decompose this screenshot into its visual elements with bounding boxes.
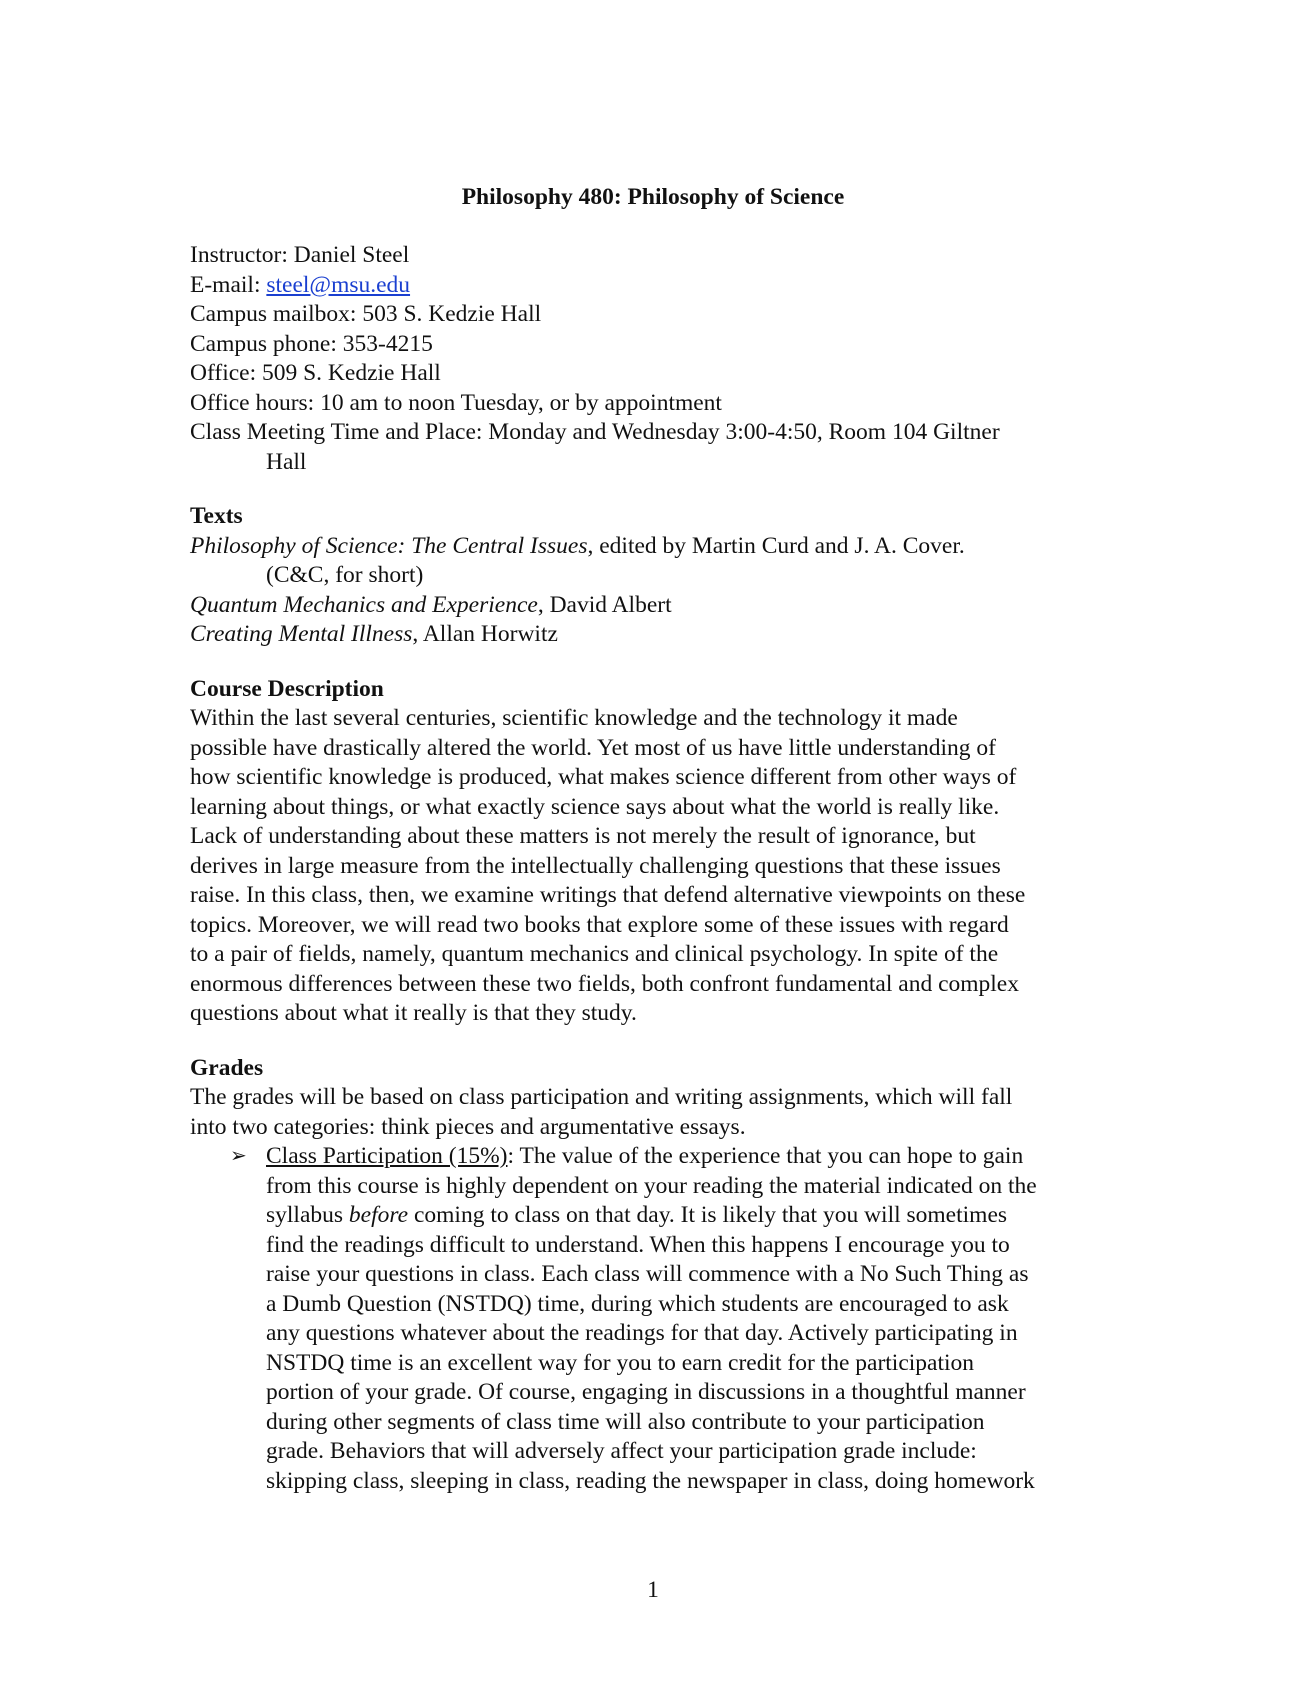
participation-line (190, 1201, 1120, 1231)
office-line: Office: 509 S. Kedzie Hall (190, 360, 441, 386)
emphasis-before: before (348, 1202, 409, 1228)
book-details-1: , edited by Martin Curd and J. A. Cover. (587, 532, 965, 559)
office-hours-line: Office hours: 10 am to noon Tuesday, or by appointment (190, 389, 722, 416)
participation-bullet-item (190, 1142, 1120, 1496)
document-body (190, 241, 1120, 1496)
book-entry-1 (190, 532, 1120, 562)
participation-line: a Dumb Question (NSTDQ) time, during which students are encouraged to ask (266, 1290, 1009, 1317)
participation-line (190, 1142, 1120, 1172)
book-details-3: , Allan Horwitz (412, 621, 558, 647)
meeting-line: Class Meeting Time and Place: Monday and Wednesday 3:00-4:50, Room 104 Giltner (190, 419, 1000, 445)
participation-line: raise your questions in class. Each class will commence with a No Such Thing as (266, 1261, 1029, 1287)
texts-heading: Texts (190, 503, 243, 529)
participation-text: syllabus (266, 1202, 349, 1228)
participation-line: portion of your grade. Of course, engaging in discussions in a thoughtful manner (266, 1379, 1026, 1405)
instructor-line: Instructor: Daniel Steel (190, 242, 410, 268)
participation-label: Class Participation (15%) (266, 1143, 508, 1169)
book-title-3: Creating Mental Illness (190, 621, 413, 647)
participation-line: find the readings difficult to understand. When this happens I encourage you to (266, 1231, 1010, 1258)
description-line: questions about what it really is that they study. (190, 1000, 637, 1026)
email-line (190, 271, 1120, 301)
description-line: derives in large measure from the intellectually challenging questions that these issues (190, 852, 1001, 879)
participation-text: : The value of the experience that you can hope to gain (507, 1143, 1024, 1169)
description-line: Lack of understanding about these matters is not merely the result of ignorance, but (190, 823, 976, 849)
book-entry-3 (190, 620, 1120, 650)
book-entry-1-continued: (C&C, for short) (266, 562, 424, 588)
grades-intro-line: into two categories: think pieces and argumentative essays. (190, 1113, 746, 1140)
book-title-1: Philosophy of Science: The Central Issues (190, 532, 588, 559)
description-line: raise. In this class, then, we examine writings that defend alternative viewpoints on these (190, 882, 1026, 908)
description-line: enormous differences between these two fields, both confront fundamental and complex (190, 970, 1019, 997)
participation-line: from this course is highly dependent on your reading the material indicated on the (266, 1172, 1037, 1199)
description-line: possible have drastically altered the world. Yet most of us have little understanding of (190, 734, 997, 761)
meeting-line-continued: Hall (266, 448, 307, 475)
book-details-2: , David Albert (537, 591, 672, 618)
description-line: learning about things, or what exactly science says about what the world is really like. (190, 793, 1000, 820)
document-title: Philosophy 480: Philosophy of Science (461, 184, 845, 210)
phone-line: Campus phone: 353-4215 (190, 330, 433, 357)
participation-line: NSTDQ time is an excellent way for you to earn credit for the participation (266, 1349, 975, 1376)
book-entry-2 (190, 591, 1120, 621)
participation-text: coming to class on that day. It is likely that you will sometimes (408, 1202, 1008, 1228)
description-line: topics. Moreover, we will read two books that explore some of these issues with regard (190, 911, 1009, 938)
mailbox-line: Campus mailbox: 503 S. Kedzie Hall (190, 301, 542, 327)
grades-heading: Grades (190, 1054, 264, 1081)
description-line: Within the last several centuries, scientific knowledge and the technology it made (190, 705, 958, 731)
participation-line: any questions whatever about the readings for that day. Actively participating in (266, 1320, 1018, 1346)
email-link[interactable]: steel@msu.edu (266, 271, 411, 298)
description-line: how scientific knowledge is produced, what makes science different from other ways of (190, 764, 1017, 790)
description-line: to a pair of fields, namely, quantum mechanics and clinical psychology. In spite of the (190, 941, 999, 967)
course-description-paragraph (190, 704, 1120, 1029)
arrow-bullet-icon: ➢ (230, 1145, 247, 1167)
email-label: E-mail: (190, 271, 267, 298)
book-title-2: Quantum Mechanics and Experience (190, 591, 538, 618)
grades-intro-line: The grades will be based on class participation and writing assignments, which will fall (190, 1084, 1013, 1110)
participation-line: skipping class, sleeping in class, reading the newspaper in class, doing homework (266, 1467, 1035, 1494)
course-description-heading: Course Description (190, 675, 384, 702)
participation-line: grade. Behaviors that will adversely affect your participation grade include: (266, 1438, 977, 1464)
participation-line: during other segments of class time will also contribute to your participation (266, 1408, 985, 1435)
page-number: 1 (647, 1577, 659, 1603)
